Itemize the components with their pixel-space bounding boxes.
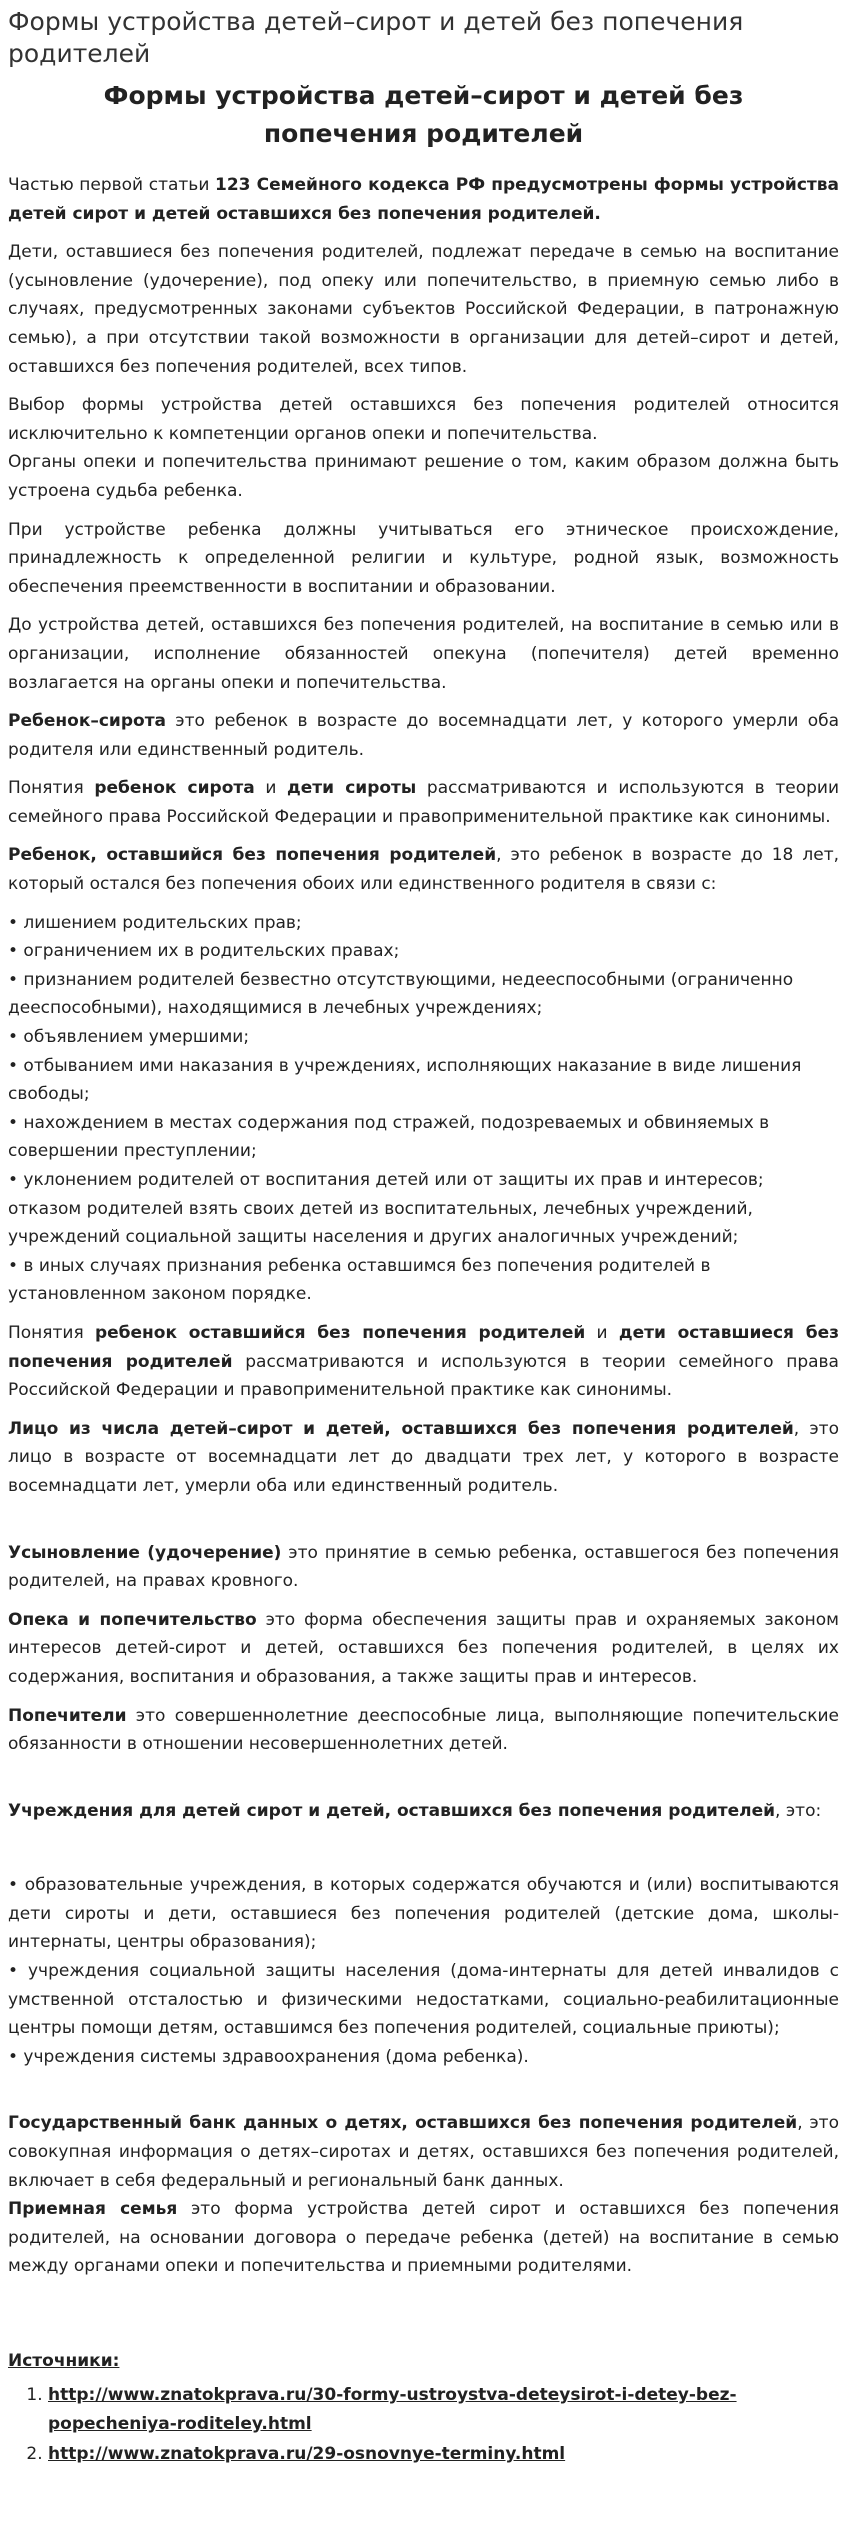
spacer (8, 2291, 839, 2347)
orphan-definition (8, 707, 839, 764)
children-paragraph: Дети, оставшиеся без попечения родителей, подлежат передаче в семью на воспитание (усыновление (удочерение), под опеку или попечительство, в приемную семью либо в случаях, предусмотренных законами субъектов Российской Федерации, в патронажную семью), а при отсутствии такой возможности в организации для детей–сирот и детей, оставшихся без попечения родителей, всех типов. (8, 242, 839, 377)
list-item (48, 2440, 839, 2469)
left-syn-text-2: и (585, 1322, 619, 1343)
left-syn-text-1: Понятия (8, 1322, 95, 1343)
origin-paragraph: При устройстве ребенка должны учитываться его этническое происхождение, принадлежность к определенной религии и культуре, родной язык, возможность обеспечения преемственности в воспитании и образовании. (8, 519, 839, 597)
source-link-2[interactable]: http://www.znatokprava.ru/29-osnovnye-terminy.html (48, 2444, 566, 2465)
list-item: • нахождением в местах содержания под стражей, подозреваемых и обвиняемых в совершении преступлении; (8, 1112, 770, 1162)
list-item: • учреждения социальной защиты населения (дома-интернаты для детей инвалидов с умственной отсталостью и физическими недостатками, социально-реабилитационные центры помощи детям, оставшимся без попечения родителей, социальные приюты); (8, 1961, 839, 2039)
spacer (8, 1769, 839, 1797)
choice-text: Выбор формы устройства детей оставшихся без попечения родителей относится исключительно к компетенции органов опеки и попечительства. (8, 395, 839, 444)
person-term: Лицо из числа детей–сирот и детей, оставшихся без попечения родителей (8, 1418, 794, 1439)
orphan-syn-text-3: рассматриваются и используются в теории семейного права Российской Федерации и правоприменительной практике как синонимы. (8, 778, 839, 827)
guardians-term: Попечители (8, 1705, 127, 1726)
left-synonyms (8, 1319, 839, 1405)
list-item: • лишением родительских прав; (8, 912, 302, 933)
orphan-syn-term-2: дети сироты (287, 778, 417, 799)
article-heading-line-2: попечения родителей (263, 119, 584, 148)
intro-paragraph (8, 171, 839, 228)
foster-def: это форма устройства детей сирот и оставшихся без попечения родителей, на основании договора о передаче ребенка (детей) на воспитание в семью между органами опеки и попечительства и приемными родителями. (8, 2199, 839, 2277)
list-item: • ограничением их в родительских правах; (8, 941, 400, 962)
left-syn-term-1: ребенок оставшийся без попечения родителей (94, 1322, 586, 1343)
orphan-term: Ребенок–сирота (8, 711, 167, 732)
institutions-term: Учреждения для детей сирот и детей, оставшихся без попечения родителей (8, 1800, 776, 1821)
left-term: Ребенок, оставшийся без попечения родителей (8, 845, 497, 866)
person-def: , это лицо в возрасте от восемнадцати лет до двадцати трех лет, у которого в возрасте восемнадцати лет, умерли оба или единственный родитель. (8, 1418, 839, 1496)
adoption-definition (8, 1539, 839, 1596)
choice-organs-paragraph (8, 391, 839, 505)
institutions-list (8, 1871, 839, 2071)
left-def: , это ребенок в возрасте до 18 лет, который остался без попечения обоих или единственного родителя в связи с: (8, 845, 839, 895)
before-placement-paragraph: До устройства детей, оставшихся без попечения родителей, на воспитание в семью или в организации, исполнение обязанностей опекуна (попечителя) детей временно возлагается на органы опеки и попечительства. (8, 615, 839, 693)
institutions-def: , это: (775, 1800, 822, 1821)
source-link-1[interactable]: http://www.znatokprava.ru/30-formy-ustroystva-deteysirot-i-detey-bez-popecheniya-roditeley.html (48, 2385, 737, 2434)
person-definition (8, 1415, 839, 1501)
bank-term: Государственный банк данных о детях, оставшихся без попечения родителей (8, 2113, 798, 2134)
foster-term: Приемная семья (8, 2199, 178, 2220)
bank-definition (8, 2109, 839, 2195)
sources-list (8, 2381, 839, 2469)
list-item: • признанием родителей безвестно отсутствующими, недееспособными (ограниченно дееспособными), находящимися в лечебных учреждениях; (8, 969, 794, 1019)
intro-text: Частью первой статьи (8, 175, 215, 195)
list-item: • уклонением родителей от воспитания детей или от защиты их прав и интересов; отказом родителей взять своих детей из воспитательных, лечебных учреждений, учреждений социальной защиты населения и других аналогичных учреждений; (8, 1170, 764, 1248)
left-syn-text-3: рассматриваются и используются в теории семейного права Российской Федерации и правоприменительной практике как синонимы. (8, 1351, 839, 1401)
spacer (8, 1511, 839, 1539)
guardians-definition (8, 1702, 839, 1759)
article-heading (8, 77, 839, 153)
institutions-definition (8, 1797, 839, 1826)
list-item (48, 2381, 839, 2438)
intro-bold-text: 123 Семейного кодекса РФ предусмотрены формы устройства детей сирот и детей оставшихся без попечения родителей. (8, 175, 839, 224)
sources-heading: Источники: (8, 2351, 120, 2371)
orphan-def: это ребенок в возрасте до восемнадцати лет, у которого умерли оба родителя или единственный родитель. (8, 711, 839, 760)
left-reasons-list (8, 909, 839, 1309)
list-item: • отбыванием ими наказания в учреждениях, исполняющих наказание в виде лишения свободы; (8, 1055, 802, 1105)
list-item: • учреждения системы здравоохранения (дома ребенка). (8, 2046, 529, 2067)
adoption-term: Усыновление (удочерение) (8, 1542, 282, 1563)
article-heading-line-1: Формы устройства детей–сирот и детей без (103, 81, 744, 110)
left-without-care-definition (8, 841, 839, 898)
left-syn-term-2: дети оставшиеся без попечения родителей (8, 1322, 839, 1372)
page-title: Формы устройства детей–сирот и детей без попечения родителей (8, 7, 744, 68)
adoption-def: это принятие в семью ребенка, оставшегося без попечения родителей, на правах кровного. (8, 1542, 839, 1592)
list-item: • объявлением умершими; (8, 1027, 250, 1048)
guardians-def: это совершеннолетние дееспособные лица, выполняющие попечительские обязанности в отношении несовершеннолетних детей. (8, 1705, 839, 1755)
custody-term: Опека и попечительство (8, 1609, 257, 1630)
orphan-syn-text-2: и (254, 778, 288, 799)
foster-definition (8, 2195, 839, 2281)
custody-def: это форма обеспечения защиты прав и охраняемых законом интересов детей-сирот и детей, оставшихся без попечения родителей, в целях их содержания, воспитания и образования, а также защиты прав и интересов. (8, 1609, 840, 1687)
custody-definition (8, 1606, 839, 1692)
bank-foster-paragraph (8, 2109, 839, 2281)
orphan-syn-term-1: ребенок сирота (94, 778, 255, 799)
spacer (8, 1835, 839, 1871)
bank-def: , это совокупная информация о детях–сиротах и детях, оставшихся без попечения родителей, включает в себя федеральный и региональный банк данных. (8, 2113, 839, 2191)
spacer (8, 2081, 839, 2109)
orphan-synonyms (8, 774, 839, 831)
list-item: • образовательные учреждения, в которых содержатся обучаются и (или) воспитываются дети сироты и дети, оставшиеся без попечения родителей (детские дома, школы-интернаты, центры образования); (8, 1875, 839, 1953)
list-item: • в иных случаях признания ребенка оставшимся без попечения родителей в установленном законом порядке. (8, 1255, 711, 1305)
orphan-syn-text-1: Понятия (8, 778, 95, 799)
organs-text: Органы опеки и попечительства принимают решение о том, каким образом должна быть устроена судьба ребенка. (8, 452, 839, 501)
